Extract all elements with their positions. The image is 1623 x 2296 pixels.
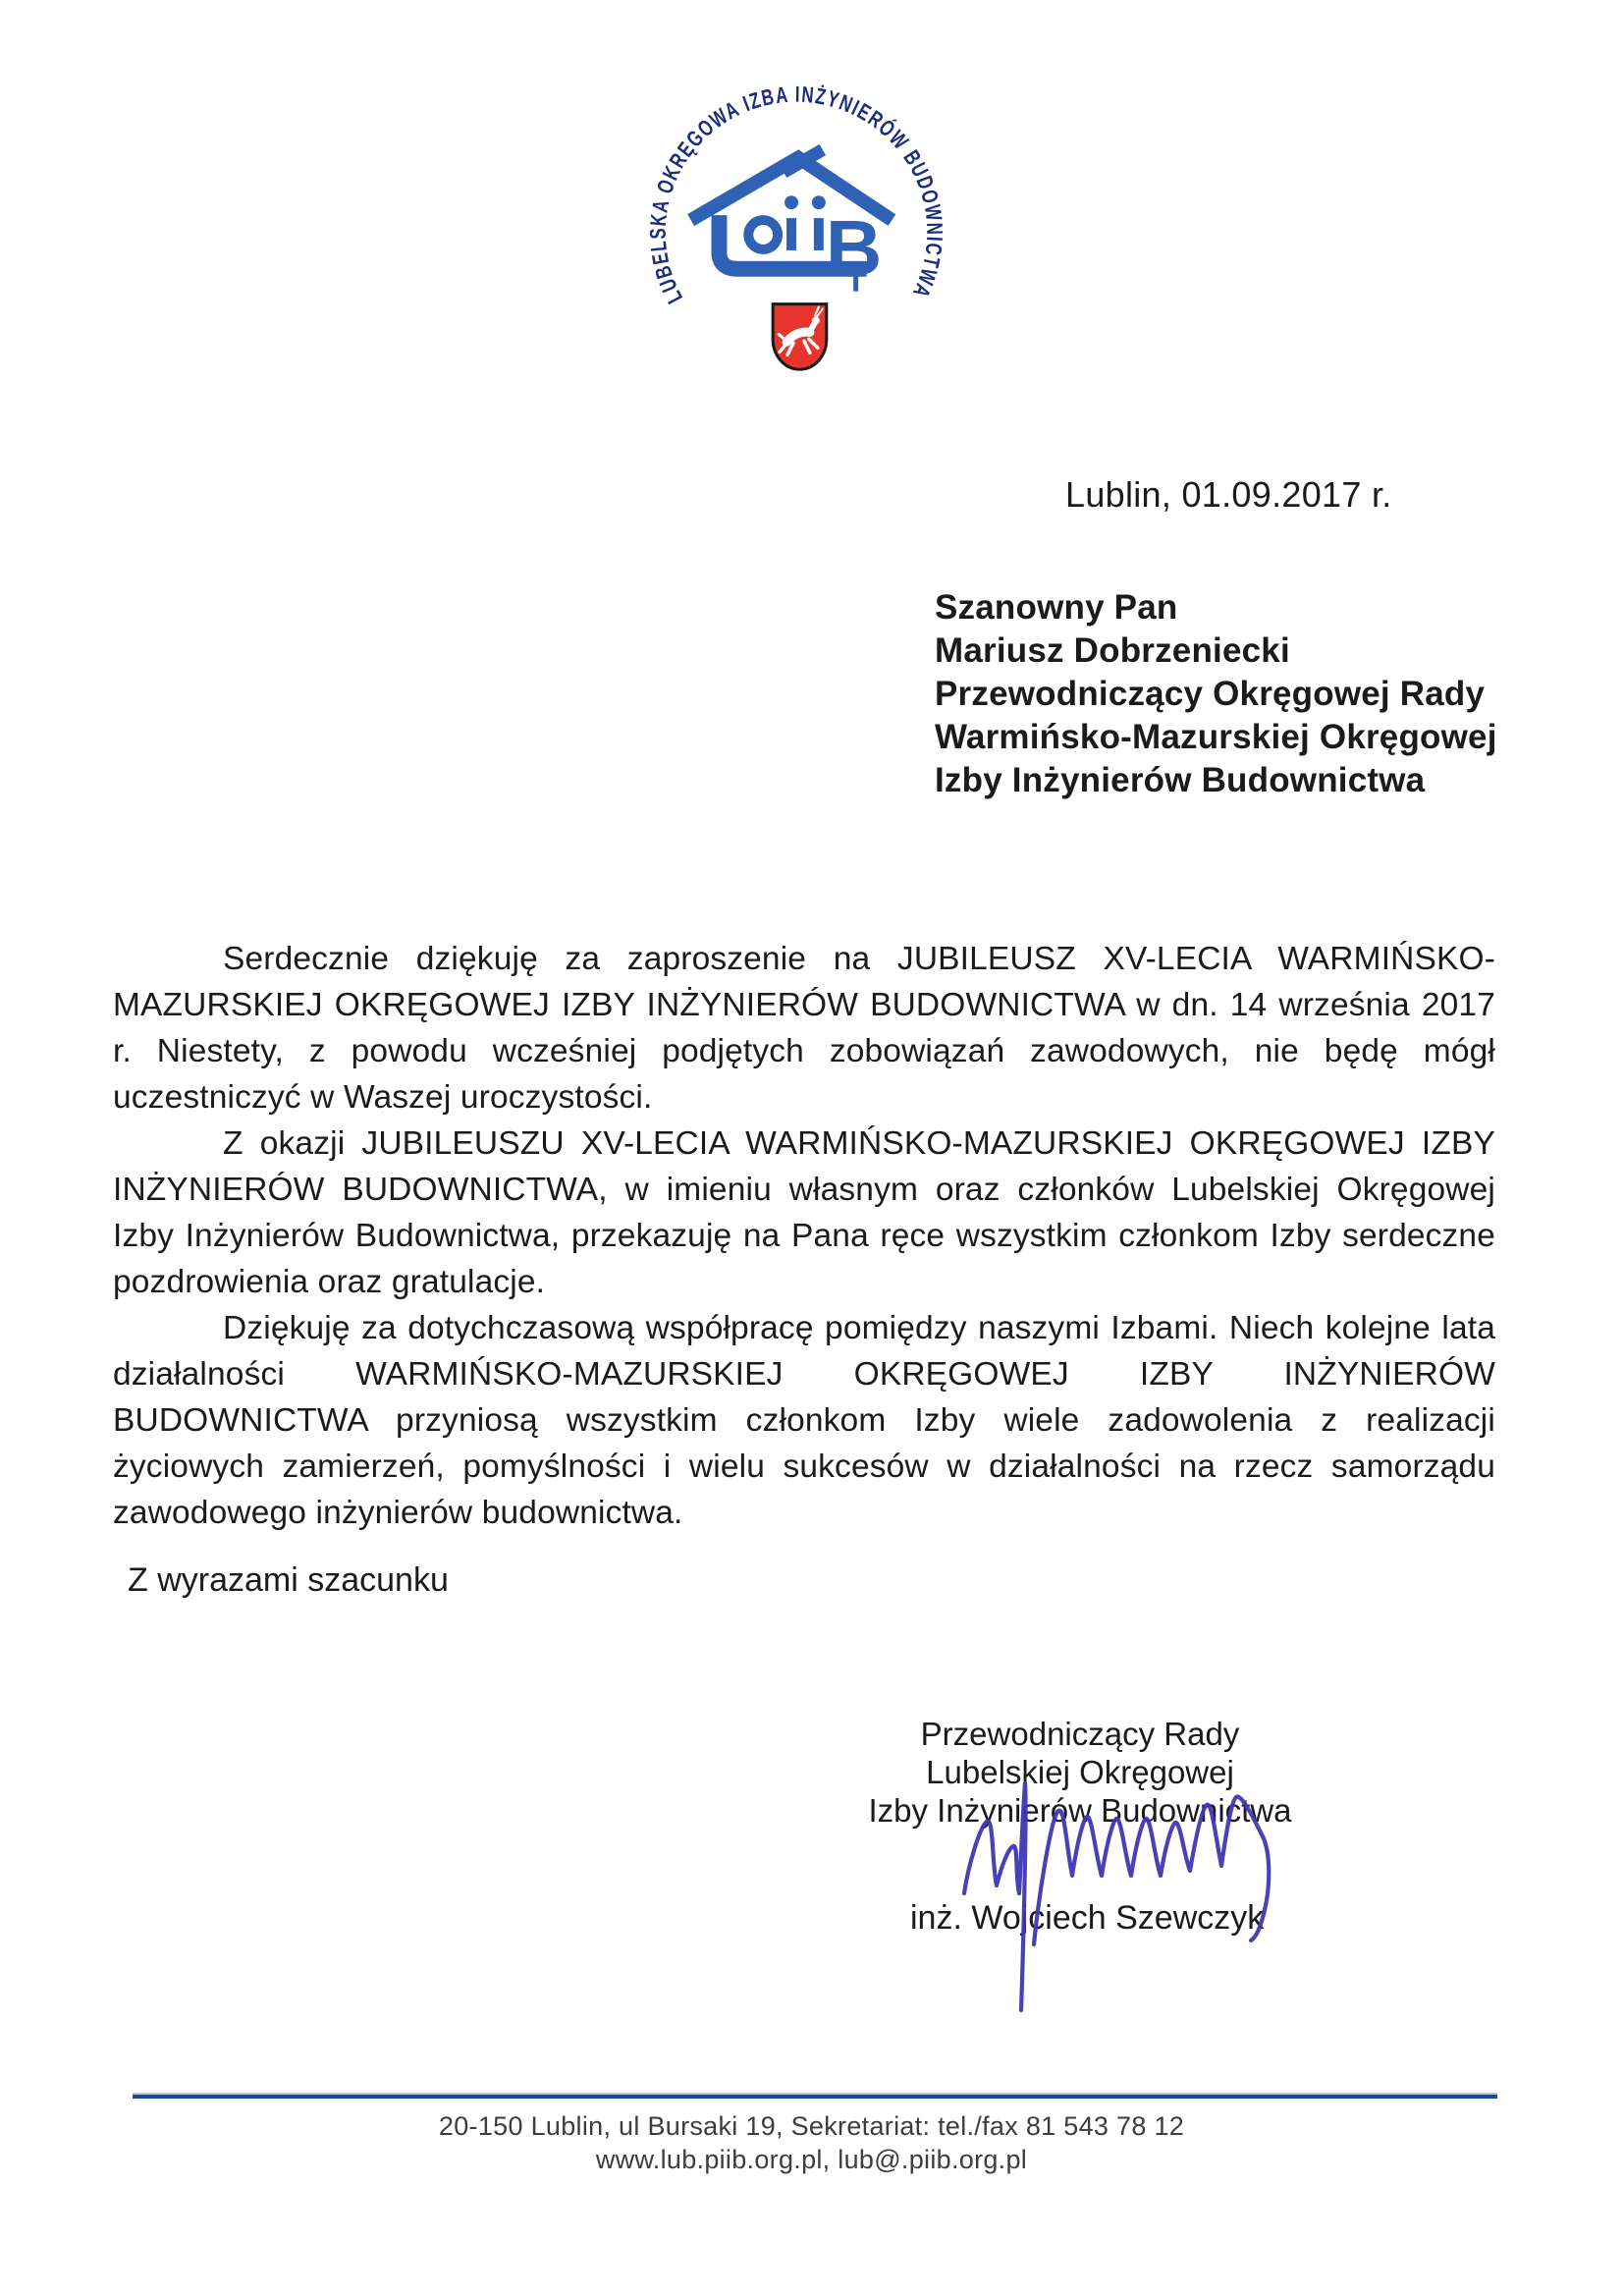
footer-web: www.lub.piib.org.pl, lub@.piib.org.pl: [595, 2145, 1028, 2174]
organization-logo: [630, 69, 962, 401]
lublin-shield-icon: [773, 304, 827, 370]
letter-i2-stem: [814, 218, 824, 250]
recipient-block: [935, 586, 1497, 802]
body-paragraph: Z okazji JUBILEUSZU XV-LECIA WARMIŃSKO-MAZURSKIEJ OKRĘGOWEJ IZBY INŻYNIERÓW BUDOWNICTWA, w imieniu własnym oraz członków Lubelskiej Okręgowej Izby Inżynierów Budownictwa, przekazuję na Pana ręce wszystkim członkom Izby serdeczne pozdrowienia oraz gratulacje.: [113, 1125, 1495, 1300]
recipient-line: Izby Inżynierów Budownictwa: [935, 761, 1426, 799]
signature-title-line: Przewodniczący Rady: [920, 1716, 1240, 1752]
recipient-line: Przewodniczący Okręgowej Rady: [935, 675, 1486, 713]
loiib-monogram: [719, 195, 882, 292]
letter-i1-stem: [786, 218, 796, 250]
letter-i2-dot: [812, 195, 826, 209]
letter-o-shape: [748, 220, 778, 249]
date-line: Lublin, 01.09.2017 r.: [1065, 474, 1392, 515]
letter-i1-dot: [784, 195, 798, 209]
signature-title-line: Izby Inżynierów Budownictwa: [868, 1792, 1292, 1829]
body-paragraph: Dziękuję za dotychczasową współpracę pomiędzy naszymi Izbami. Niech kolejne lata działalności WARMIŃSKO-MAZURSKIEJ OKRĘGOWEJ IZBY INŻYNIERÓW BUDOWNICTWA przyniosą wszystkim członkom Izby wiele zadowolenia z realizacji życiowych zamierzeń, pomyślności i wielu sukcesów w działalności na rzecz samorządu zawodowego inżynierów budownictwa.: [113, 1310, 1495, 1531]
body-paragraph: Serdecznie dziękuję za zaproszenie na JUBILEUSZ XV-LECIA WARMIŃSKO-MAZURSKIEJ OKRĘGOWEJ IZBY INŻYNIERÓW BUDOWNICTWA w dn. 14 września 2017 r. Niestety, z powodu wcześniej podjętych zobowiązań zawodowych, nie będę mógł uczestniczyć w Waszej uroczystości.: [113, 941, 1495, 1116]
signature-title-line: Lubelskiej Okręgowej: [926, 1754, 1234, 1790]
letter-b-glyph: B: [825, 203, 883, 292]
recipient-line: Szanowny Pan: [935, 588, 1178, 627]
letter-body: [113, 936, 1495, 1536]
signer-name: inż. Wojciech Szewczyk: [910, 1899, 1265, 1937]
recipient-line: Warmińsko-Mazurskiej Okręgowej: [935, 718, 1497, 756]
logo-ring-text: LUBELSKA OKRĘGOWA IZBA INŻYNIERÓW BUDOWNICTWA: [644, 81, 948, 308]
loiib-logo-icon: [630, 69, 962, 401]
handwritten-signature: [954, 1777, 1288, 2018]
footer-rule: [133, 2095, 1497, 2099]
footer-address: 20-150 Lublin, ul Bursaki 19, Sekretariat: tel./fax 81 543 78 12: [438, 2111, 1185, 2141]
recipient-line: Mariusz Dobrzeniecki: [935, 631, 1290, 670]
closing-salutation: Z wyrazami szacunku: [128, 1561, 449, 1599]
